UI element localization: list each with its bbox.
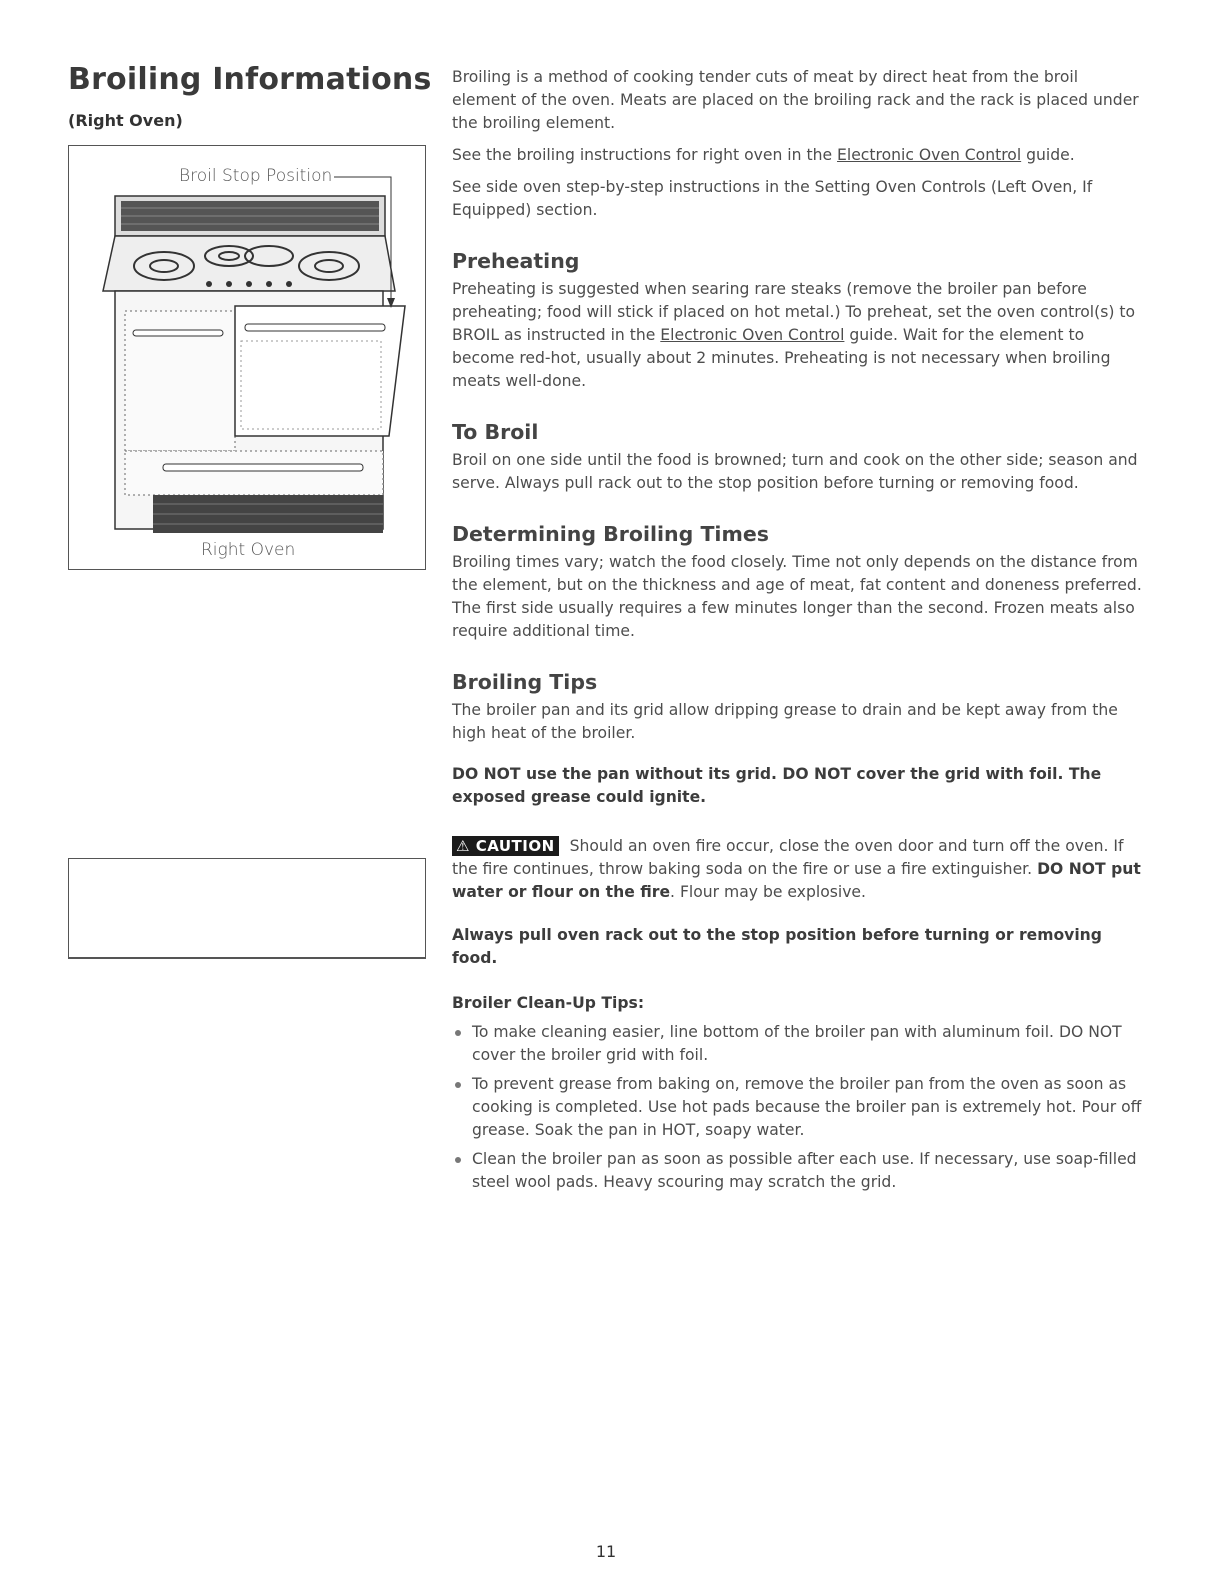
caution-paragraph: ⚠ CAUTION Should an oven fire occur, close the oven door and turn off the oven. If the fire continues, throw baking soda on the fire or use a fire extinguisher. DO NOT put water or flour on the fire. Flour may be explosive. [452, 837, 1141, 901]
to-broil-text: Broil on one side until the food is browned; turn and cook on the other side; season and serve. Always pull rack out to the stop position before turning or removing food. [452, 451, 1138, 492]
intro-paragraph-2: See the broiling instructions for right oven in the Electronic Oven Control guide. [452, 146, 1075, 164]
electronic-oven-control-link[interactable]: Electronic Oven Control [837, 146, 1022, 164]
broiling-tips-heading: Broiling Tips [452, 670, 598, 694]
page-subtitle: (Right Oven) [68, 111, 183, 130]
bullet-icon [455, 1082, 461, 1088]
preheating-text: Preheating is suggested when searing rare steaks (remove the broiler pan before preheating; food will stick if placed on hot metal.) To preheat, set the oven control(s) to BROIL as instructed in the Electronic Oven Control guide. Wait for the element to become red-hot, usually about 2 minutes. Preheating is not necessary when broiling meats well-done. [452, 280, 1136, 390]
range-figure [68, 145, 426, 570]
bullet-icon [455, 1157, 461, 1163]
always-pull-rack-note: Always pull oven rack out to the stop position before turning or removing food. [452, 926, 1102, 967]
range-illustration [69, 146, 425, 569]
broiling-times-heading: Determining Broiling Times [452, 522, 769, 546]
list-item: To make cleaning easier, line bottom of the broiler pan with aluminum foil. DO NOT cover the broiler grid with foil. [452, 1021, 1144, 1067]
broiler-pan-block [68, 858, 426, 959]
cleanup-heading: Broiler Clean-Up Tips: [452, 994, 645, 1012]
caution-badge: ⚠ CAUTION [452, 836, 559, 856]
broiling-times-text: Broiling times vary; watch the food closely. Time not only depends on the distance from the element, but on the thickness and age of meat, fat content and doneness preferred. The first side usually requires a few minutes longer than the second. Frozen meats also require additional time. [452, 553, 1142, 640]
intro-paragraph-1: Broiling is a method of cooking tender cuts of meat by direct heat from the broil element of the oven. Meats are placed on the broiling rack and the rack is placed under the broiling element. [452, 68, 1139, 132]
page-number: 11 [595, 1542, 617, 1561]
preheating-heading: Preheating [452, 249, 580, 273]
grid-warning: DO NOT use the pan without its grid. DO NOT cover the grid with foil. The exposed grease could ignite. [452, 765, 1102, 806]
to-broil-heading: To Broil [452, 420, 539, 444]
intro-paragraph-3: See side oven step-by-step instructions in the Setting Oven Controls (Left Oven, If Equipped) section. [452, 178, 1093, 219]
warning-triangle-icon: ⚠ [456, 837, 470, 855]
list-item: To prevent grease from baking on, remove the broiler pan from the oven as soon as cooking is completed. Use hot pads because the broiler pan is extremely hot. Pour off grease. Soak the pan in HOT, soapy water. [452, 1073, 1144, 1142]
right-oven-label: Right Oven [201, 540, 296, 560]
broil-stop-label: Broil Stop Position [179, 166, 333, 186]
electronic-oven-control-link-2[interactable]: Electronic Oven Control [660, 326, 845, 344]
right-column [452, 66, 1144, 1200]
page-title: Broiling Informations [68, 62, 432, 97]
left-column [68, 62, 432, 130]
cleanup-list [452, 1021, 1144, 1194]
bullet-icon [455, 1030, 461, 1036]
list-item: Clean the broiler pan as soon as possible after each use. If necessary, use soap-filled steel wool pads. Heavy scouring may scratch the grid. [452, 1148, 1144, 1194]
broiling-tips-text: The broiler pan and its grid allow dripping grease to drain and be kept away from the high heat of the broiler. [452, 701, 1118, 742]
